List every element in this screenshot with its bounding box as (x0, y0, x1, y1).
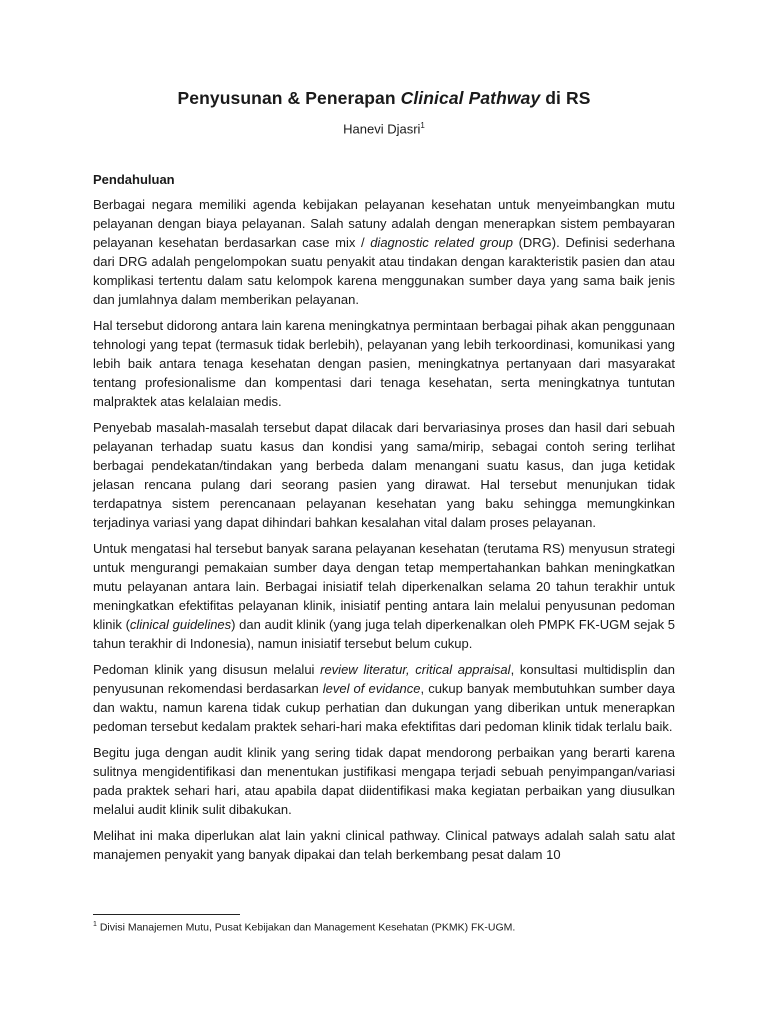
paragraph-1-text-b: (DRG). Definisi sederhana dari DRG adalah pengelompokan suatu penyakit atau tindakan dengan karakteristik pasien dan atau komplikasi tertentu dalam satu kelompok karena menggunakan sumber daya yang sama baik jenis dan jumlahnya dalam memberikan pelayanan. (93, 235, 676, 307)
paragraph-4 (93, 539, 675, 653)
paragraph-1-italic-term: diagnostic related group (370, 235, 513, 250)
paragraph-2: Hal tersebut didorong antara lain karena meningkatnya permintaan berbagai pihak akan penggunaan tehnologi yang tepat (termasuk tidak berlebih), pelayanan yang lebih terkoordinasi, komunikasi yang lebih baik antara tenaga kesehatan dengan pasien, meningkatnya pertanyaan dari masyarakat tentang profesionalisme dan kompentasi dari tenaga kesehatan, serta meningkatnya tuntutan malpraktek atas kelalaian medis. (93, 318, 675, 409)
footnote-text: Divisi Manajemen Mutu, Pusat Kebijakan dan Management Kesehatan (PKMK) FK-UGM. (99, 921, 516, 934)
title-part-2: di RS (540, 88, 591, 108)
document-title (0, 88, 768, 109)
title-part-1: Penyusunan & Penerapan (177, 88, 401, 108)
paragraph-1-text-a: Berbagai negara memiliki agenda kebijakan pelayanan kesehatan untuk menyeimbangkan mutu pelayanan dengan biaya pelayanan. Salah satuny adalah dengan menerapkan sistem pembayaran pelayanan kesehatan berdasarkan case mix / (93, 197, 675, 250)
paragraph-7: Melihat ini maka diperlukan alat lain yakni clinical pathway. Clinical patways adalah salah satu alat manajemen penyakit yang banyak dipakai dan telah berkembang pesat dalam 10 (93, 828, 675, 862)
paragraph-4-text-a: Untuk mengatasi hal tersebut banyak sarana pelayanan kesehatan (terutama RS) menyusun strategi untuk mengurangi pemakaian sumber daya dengan tetap mempertahankan bahkan meningkatkan mutu pelayanan antara lain. Berbagai inisiatif telah diperkenalkan selama 20 tahun terakhir untuk meningkatkan efektifitas pelayanan klinik, inisiatif penting antara lain melalui penyusunan pedoman klinik ( (93, 541, 675, 632)
section-heading: Pendahuluan (93, 172, 175, 187)
paragraph-5 (93, 660, 675, 736)
paragraph-5-italic-term-1: review literatur, critical appraisal (320, 662, 511, 677)
paragraph-3: Penyebab masalah-masalah tersebut dapat dilacak dari bervariasinya proses dan hasil dari sebuah pelayanan terhadap suatu kasus dan kondisi yang sama/mirip, sebagai contoh sering terlihat berbagai pendekatan/tindakan yang berbeda dalam menangani suatu kasus, dan juga ketidak jelasan rencana pulang dari seorang pasien yang dirawat. Hal tersebut menunjukan tidak terdapatnya sistem perencanaan pelayanan kesehatan yang baku sehingga memungkinkan terjadinya variasi yang dapat dihindari bahkan kesalahan vital dalam proses pelayanan. (93, 420, 675, 530)
paragraph-4-text-b: ) dan audit klinik (yang juga telah diperkenalkan oleh PMPK FK-UGM sejak 5 tahun terakhir di Indonesia), namun inisiatif tersebut belum cukup. (93, 617, 676, 651)
paragraph-4-italic-term: clinical guidelines (129, 617, 232, 632)
paragraph-5-text-c: , cukup banyak membutuhkan sumber daya dan waktu, namun karena tidak cukup perhatian dan dukungan yang diberikan untuk menerapkan pedoman tersebut kedalam praktek sehari-hari maka efektifitas dari pedoman klinik tidak terlalu baik. (93, 681, 676, 734)
paragraph-1 (93, 195, 675, 309)
paragraph-5-italic-term-2: level of evidance (322, 681, 421, 696)
paragraph-5-text-a: Pedoman klinik yang disusun melalui (93, 662, 321, 677)
paragraph-5-text-b: , konsultasi multidisplin dan penyusunan rekomendasi berdasarkan (93, 662, 676, 696)
body-content (93, 170, 675, 871)
author-footnote-mark: 1 (420, 121, 425, 130)
footnote-mark: 1 (93, 921, 97, 928)
author-line (0, 121, 768, 136)
footnote-divider (93, 914, 240, 915)
paragraph-6: Begitu juga dengan audit klinik yang sering tidak dapat mendorong perbaikan yang berarti karena sulitnya mengidentifikasi dan menentukan justifikasi mengapa terjadi sebuah penyimpangan/variasi pada praktek sehari hari, atau apabila dapat diidentifikasi maka kegiatan perbaikan yang diusulkan melalui audit klinik sulit dibakukan. (93, 745, 675, 817)
title-italic-part: Clinical Pathway (400, 88, 541, 108)
author-name: Hanevi Djasri (343, 121, 421, 137)
footnote (93, 921, 675, 934)
